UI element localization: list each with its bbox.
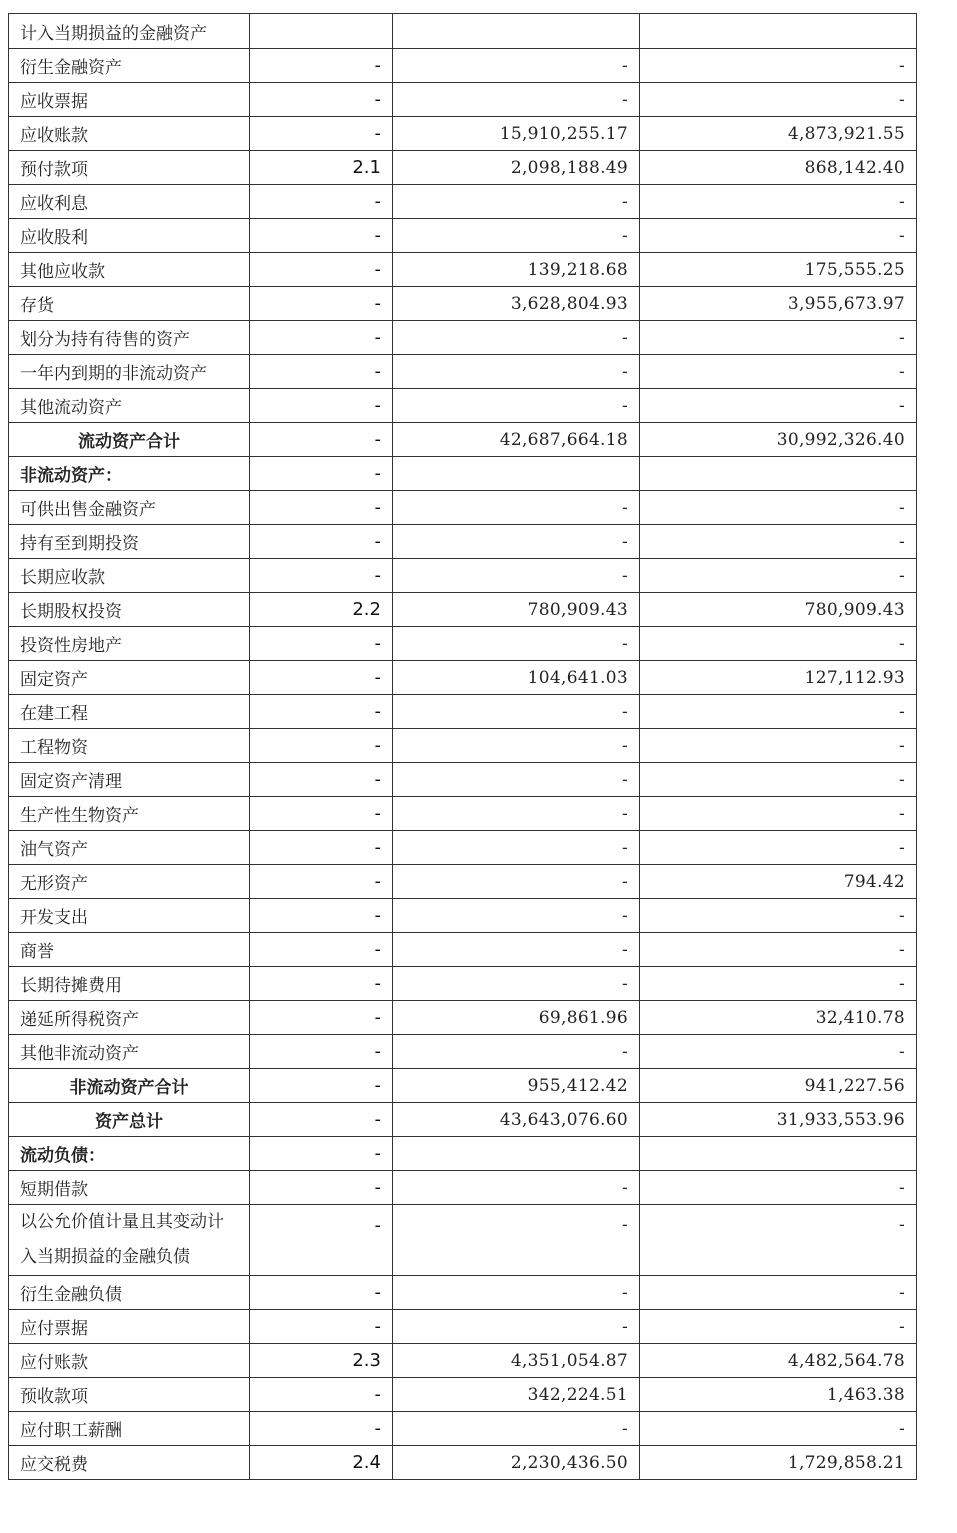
row-period-begin-value: 780,909.43 [640, 593, 917, 627]
table-row [9, 1001, 917, 1035]
row-period-begin-value: - [640, 831, 917, 865]
row-period-begin-value: 127,112.93 [640, 661, 917, 695]
table-row [9, 355, 917, 389]
row-period-end-value: - [393, 219, 640, 253]
row-period-begin-value: - [640, 525, 917, 559]
row-note: - [250, 1137, 393, 1171]
table-row [9, 151, 917, 185]
table-row [9, 14, 917, 49]
row-note: - [250, 559, 393, 593]
table-row [9, 49, 917, 83]
row-period-begin-value: 794.42 [640, 865, 917, 899]
row-item-label: 应收利息 [9, 185, 250, 219]
row-period-begin-value: - [640, 1205, 917, 1276]
row-period-end-value: - [393, 1412, 640, 1446]
row-period-end-value: - [393, 559, 640, 593]
row-period-end-value: - [393, 933, 640, 967]
balance-sheet-table [8, 13, 917, 1480]
row-note: - [250, 831, 393, 865]
table-row [9, 695, 917, 729]
row-note: - [250, 355, 393, 389]
row-period-end-value: 69,861.96 [393, 1001, 640, 1035]
row-item-label: 其他非流动资产 [9, 1035, 250, 1069]
row-note: - [250, 763, 393, 797]
row-period-end-value: 342,224.51 [393, 1378, 640, 1412]
row-period-begin-value: 3,955,673.97 [640, 287, 917, 321]
row-period-end-value: 955,412.42 [393, 1069, 640, 1103]
row-note: - [250, 321, 393, 355]
row-period-begin-value: 4,482,564.78 [640, 1344, 917, 1378]
row-period-begin-value: - [640, 185, 917, 219]
row-note: - [250, 525, 393, 559]
row-note: 2.1 [250, 151, 393, 185]
row-note: - [250, 287, 393, 321]
row-period-begin-value: 4,873,921.55 [640, 117, 917, 151]
row-period-end-value: 139,218.68 [393, 253, 640, 287]
row-item-label: 其他应收款 [9, 253, 250, 287]
row-item-label: 投资性房地产 [9, 627, 250, 661]
row-note: - [250, 1412, 393, 1446]
row-item-label: 一年内到期的非流动资产 [9, 355, 250, 389]
row-item-label: 非流动资产合计 [9, 1069, 250, 1103]
row-note: - [250, 899, 393, 933]
row-period-end-value: - [393, 1035, 640, 1069]
row-note: - [250, 185, 393, 219]
row-period-begin-value: - [640, 559, 917, 593]
row-period-begin-value: - [640, 219, 917, 253]
table-row [9, 1276, 917, 1310]
row-note: - [250, 1276, 393, 1310]
row-period-begin-value: - [640, 763, 917, 797]
row-period-end-value: 4,351,054.87 [393, 1344, 640, 1378]
row-period-end-value: - [393, 1205, 640, 1276]
table-row [9, 1171, 917, 1205]
row-period-end-value: 43,643,076.60 [393, 1103, 640, 1137]
row-note: 2.3 [250, 1344, 393, 1378]
table-row [9, 593, 917, 627]
row-period-end-value: 780,909.43 [393, 593, 640, 627]
row-item-label: 可供出售金融资产 [9, 491, 250, 525]
row-period-end-value: - [393, 1276, 640, 1310]
row-item-label: 应收账款 [9, 117, 250, 151]
row-item-label: 存货 [9, 287, 250, 321]
row-period-begin-value: - [640, 797, 917, 831]
row-period-end-value: - [393, 967, 640, 1001]
row-note: - [250, 865, 393, 899]
row-period-end-value: 42,687,664.18 [393, 423, 640, 457]
row-period-begin-value: - [640, 49, 917, 83]
row-item-label: 长期股权投资 [9, 593, 250, 627]
row-period-end-value: - [393, 899, 640, 933]
row-period-end-value [393, 14, 640, 49]
row-period-end-value: - [393, 797, 640, 831]
row-note: - [250, 423, 393, 457]
row-period-begin-value: - [640, 1310, 917, 1344]
row-period-end-value: - [393, 695, 640, 729]
row-period-begin-value: 32,410.78 [640, 1001, 917, 1035]
row-item-label: 生产性生物资产 [9, 797, 250, 831]
table-row [9, 423, 917, 457]
row-period-begin-value: 175,555.25 [640, 253, 917, 287]
table-row [9, 729, 917, 763]
row-note [250, 14, 393, 49]
row-period-end-value: - [393, 729, 640, 763]
row-note: 2.4 [250, 1446, 393, 1480]
row-period-end-value: - [393, 49, 640, 83]
table-row [9, 117, 917, 151]
row-period-begin-value: 31,933,553.96 [640, 1103, 917, 1137]
row-note: - [250, 729, 393, 763]
table-row [9, 219, 917, 253]
row-item-label: 应付账款 [9, 1344, 250, 1378]
row-note: - [250, 389, 393, 423]
row-item-label: 非流动资产： [9, 457, 250, 491]
row-period-begin-value: - [640, 627, 917, 661]
row-period-begin-value: - [640, 389, 917, 423]
row-period-begin-value: - [640, 1035, 917, 1069]
row-period-begin-value [640, 14, 917, 49]
table-row [9, 1137, 917, 1171]
row-note: - [250, 627, 393, 661]
row-item-label: 应交税费 [9, 1446, 250, 1480]
row-item-label: 计入当期损益的金融资产 [9, 14, 250, 49]
table-row [9, 1378, 917, 1412]
row-note: - [250, 83, 393, 117]
row-note: - [250, 933, 393, 967]
row-item-label: 流动资产合计 [9, 423, 250, 457]
table-row [9, 185, 917, 219]
row-note: - [250, 49, 393, 83]
row-item-label: 预付款项 [9, 151, 250, 185]
row-period-end-value: - [393, 865, 640, 899]
row-item-label: 应收股利 [9, 219, 250, 253]
row-note: - [250, 253, 393, 287]
row-period-begin-value: - [640, 491, 917, 525]
table-row [9, 559, 917, 593]
row-note: - [250, 1378, 393, 1412]
row-period-end-value: - [393, 389, 640, 423]
row-item-label: 长期待摊费用 [9, 967, 250, 1001]
row-period-begin-value [640, 1137, 917, 1171]
row-period-end-value: - [393, 491, 640, 525]
balance-sheet-body [9, 14, 917, 1480]
table-row [9, 933, 917, 967]
row-period-begin-value: 868,142.40 [640, 151, 917, 185]
row-period-end-value: - [393, 355, 640, 389]
row-period-begin-value: - [640, 321, 917, 355]
row-note: 2.2 [250, 593, 393, 627]
row-period-begin-value: - [640, 729, 917, 763]
table-row [9, 389, 917, 423]
row-period-end-value: 2,098,188.49 [393, 151, 640, 185]
table-row [9, 253, 917, 287]
row-item-label: 流动负债： [9, 1137, 250, 1171]
table-row [9, 1205, 917, 1276]
table-row [9, 321, 917, 355]
row-note: - [250, 457, 393, 491]
row-note: - [250, 1171, 393, 1205]
row-item-label: 工程物资 [9, 729, 250, 763]
row-note: - [250, 117, 393, 151]
row-item-label: 固定资产 [9, 661, 250, 695]
table-row [9, 763, 917, 797]
table-row [9, 797, 917, 831]
row-period-end-value: - [393, 525, 640, 559]
table-row [9, 1344, 917, 1378]
row-note: - [250, 1310, 393, 1344]
row-period-end-value [393, 457, 640, 491]
table-row [9, 287, 917, 321]
row-period-begin-value: - [640, 1276, 917, 1310]
row-item-label: 资产总计 [9, 1103, 250, 1137]
row-note: - [250, 695, 393, 729]
table-row [9, 1446, 917, 1480]
row-note: - [250, 1205, 393, 1276]
row-item-label: 开发支出 [9, 899, 250, 933]
row-period-begin-value: - [640, 695, 917, 729]
table-row [9, 83, 917, 117]
row-period-end-value [393, 1137, 640, 1171]
table-row [9, 967, 917, 1001]
row-item-label: 预收款项 [9, 1378, 250, 1412]
row-period-end-value: - [393, 185, 640, 219]
table-row [9, 491, 917, 525]
row-period-end-value: - [393, 321, 640, 355]
table-row [9, 831, 917, 865]
row-note: - [250, 1069, 393, 1103]
row-period-end-value: 2,230,436.50 [393, 1446, 640, 1480]
row-item-label: 以公允价值计量且其变动计入当期损益的金融负债 [9, 1205, 250, 1276]
row-note: - [250, 491, 393, 525]
row-item-label: 递延所得税资产 [9, 1001, 250, 1035]
table-row [9, 525, 917, 559]
table-row [9, 865, 917, 899]
row-item-label: 持有至到期投资 [9, 525, 250, 559]
row-note: - [250, 967, 393, 1001]
table-row [9, 1069, 917, 1103]
row-item-label: 短期借款 [9, 1171, 250, 1205]
row-item-label: 衍生金融负债 [9, 1276, 250, 1310]
row-note: - [250, 1103, 393, 1137]
table-row [9, 1103, 917, 1137]
row-item-label: 长期应收款 [9, 559, 250, 593]
row-period-begin-value: 1,463.38 [640, 1378, 917, 1412]
row-period-begin-value [640, 457, 917, 491]
row-note: - [250, 1001, 393, 1035]
table-row [9, 627, 917, 661]
row-period-begin-value: - [640, 83, 917, 117]
row-period-end-value: - [393, 627, 640, 661]
row-item-label: 应付职工薪酬 [9, 1412, 250, 1446]
row-item-label: 衍生金融资产 [9, 49, 250, 83]
row-period-end-value: - [393, 83, 640, 117]
row-period-end-value: 3,628,804.93 [393, 287, 640, 321]
table-row [9, 1035, 917, 1069]
row-period-begin-value: 941,227.56 [640, 1069, 917, 1103]
table-row [9, 457, 917, 491]
row-period-begin-value: 1,729,858.21 [640, 1446, 917, 1480]
row-period-begin-value: - [640, 899, 917, 933]
table-row [9, 661, 917, 695]
row-period-begin-value: - [640, 1171, 917, 1205]
row-item-label: 无形资产 [9, 865, 250, 899]
row-item-label: 应收票据 [9, 83, 250, 117]
row-period-end-value: - [393, 1171, 640, 1205]
row-period-begin-value: - [640, 355, 917, 389]
row-note: - [250, 661, 393, 695]
row-item-label: 在建工程 [9, 695, 250, 729]
row-period-end-value: 15,910,255.17 [393, 117, 640, 151]
row-period-end-value: - [393, 1310, 640, 1344]
row-item-label: 油气资产 [9, 831, 250, 865]
row-period-end-value: - [393, 831, 640, 865]
row-item-label: 其他流动资产 [9, 389, 250, 423]
row-period-begin-value: 30,992,326.40 [640, 423, 917, 457]
row-period-begin-value: - [640, 1412, 917, 1446]
row-period-begin-value: - [640, 933, 917, 967]
table-row [9, 899, 917, 933]
row-item-label: 固定资产清理 [9, 763, 250, 797]
table-row [9, 1412, 917, 1446]
row-note: - [250, 1035, 393, 1069]
row-period-end-value: - [393, 763, 640, 797]
row-period-end-value: 104,641.03 [393, 661, 640, 695]
row-item-label: 商誉 [9, 933, 250, 967]
table-row [9, 1310, 917, 1344]
row-item-label: 划分为持有待售的资产 [9, 321, 250, 355]
row-period-begin-value: - [640, 967, 917, 1001]
row-note: - [250, 219, 393, 253]
row-note: - [250, 797, 393, 831]
row-item-label: 应付票据 [9, 1310, 250, 1344]
